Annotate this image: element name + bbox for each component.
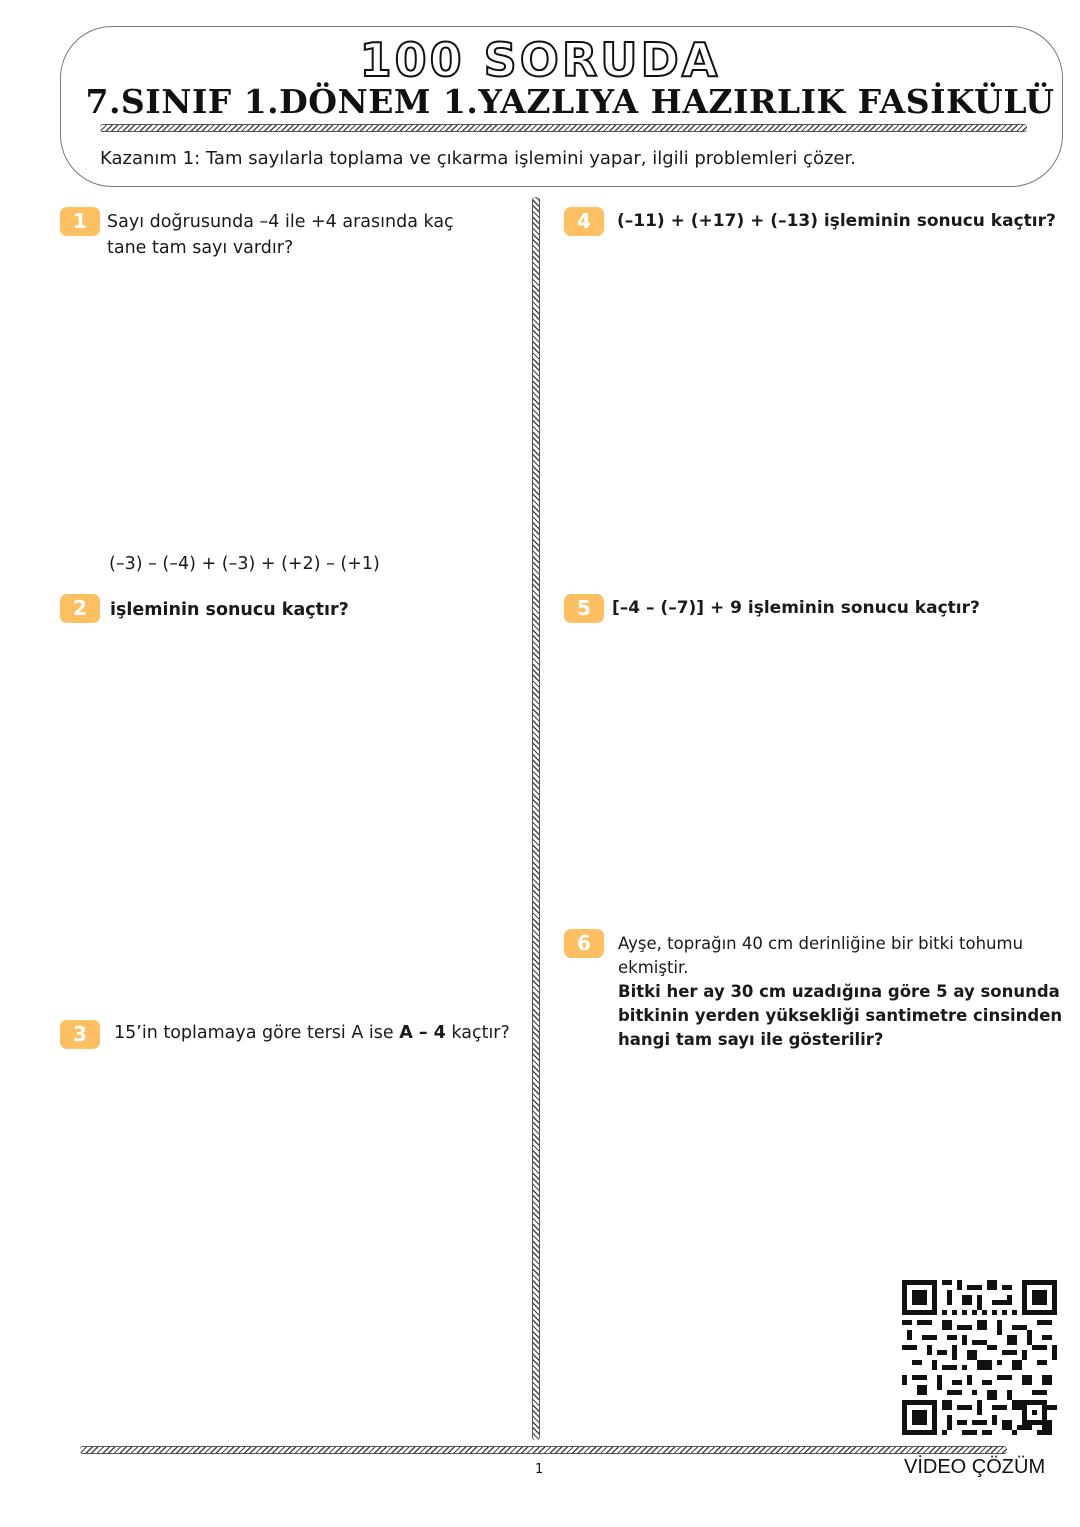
kazanim-text: Kazanım 1: Tam sayılarla toplama ve çıkarma işlemini yapar, ilgili problemleri çözer. <box>100 148 856 169</box>
question-3-text-c: kaçtır? <box>445 1023 510 1043</box>
footer-divider <box>80 1446 1007 1454</box>
question-2-expression: (–3) – (–4) + (–3) + (+2) – (+1) <box>109 554 380 574</box>
question-1-line-2: tane tam sayı vardır? <box>107 238 294 258</box>
question-4-badge: 4 <box>564 207 604 236</box>
question-1-text <box>107 209 454 261</box>
video-solution-label[interactable]: VİDEO ÇÖZÜM <box>904 1456 1046 1478</box>
page-title: 100 SORUDA <box>359 33 721 87</box>
page-subtitle: 7.SINIF 1.DÖNEM 1.YAZLIYA HAZIRLIK FASİKÜLÜ <box>85 82 1055 121</box>
question-4-text: (–11) + (+17) + (–13) işleminin sonucu kaçtır? <box>617 211 1056 231</box>
question-3-text <box>114 1020 510 1046</box>
question-1-badge: 1 <box>60 207 100 236</box>
question-5-text: [–4 – (–7)] + 9 işleminin sonucu kaçtır? <box>612 598 980 618</box>
question-2-badge: 2 <box>60 594 100 623</box>
question-6-line-4: bitkinin yerden yüksekliği santimetre cinsinden <box>618 1006 1063 1025</box>
header-divider <box>100 124 1027 132</box>
page-number: 1 <box>535 1462 544 1477</box>
question-1-line-1: Sayı doğrusunda –4 ile +4 arasında kaç <box>107 212 454 232</box>
question-6-line-1: Ayşe, toprağın 40 cm derinliğine bir bitki tohumu <box>618 934 1024 953</box>
question-6-text <box>618 932 1062 1052</box>
question-6-line-5: hangi tam sayı ile gösterilir? <box>618 1030 884 1049</box>
question-6-badge: 6 <box>564 929 604 958</box>
question-6-line-3: Bitki her ay 30 cm uzadığına göre 5 ay sonunda <box>618 982 1060 1001</box>
question-5-badge: 5 <box>564 594 604 623</box>
column-divider <box>532 197 540 1440</box>
question-6-line-2: ekmiştir. <box>618 958 689 977</box>
question-3-text-a: 15’in toplamaya göre tersi A ise <box>114 1023 400 1043</box>
question-3-badge: 3 <box>60 1020 100 1049</box>
qr-code-icon[interactable] <box>902 1280 1057 1439</box>
question-2-prompt: işleminin sonucu kaçtır? <box>110 600 349 620</box>
question-3-text-b: A – 4 <box>399 1023 446 1043</box>
